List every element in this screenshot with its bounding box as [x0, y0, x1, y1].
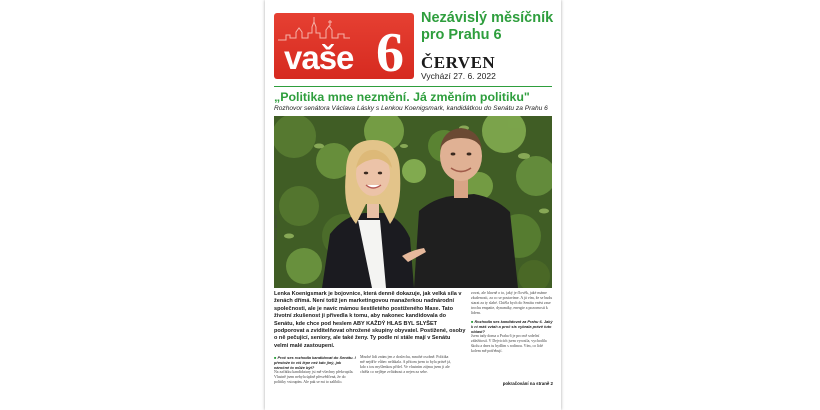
article-column-1 — [274, 355, 356, 385]
newspaper-page — [265, 0, 561, 410]
column-3-text: zovat, ale hlavně o to, jaký je člověk, jaké máme zkušenosti, za co se postavíme. A já vím, že se budu starat za ty slabé. Chtěla bych do Senátu vnést zase trochu empatie, dynamiky, energie a pozornosti k lidem. — [471, 291, 553, 315]
continued-on-page: pokračování na straně 2 — [502, 381, 553, 386]
photo-credit: FOTO: ARCHIV — [274, 214, 278, 240]
tagline-line-1: Nezávislý měsíčník — [421, 10, 554, 26]
question-marker-icon: ■ — [274, 355, 278, 360]
question-marker-icon: ■ — [471, 319, 475, 324]
article-photo — [274, 116, 552, 288]
masthead-tagline — [421, 10, 559, 44]
masthead-divider — [274, 86, 552, 87]
interview-question-1 — [274, 355, 356, 370]
article-subheadline: Rozhovor senátora Václava Lásky s Lenkou Koenigsmark, kandidátkou do Senátu za Prahu 6 — [274, 105, 548, 112]
portrait-illustration — [274, 116, 552, 288]
article-column-3 — [471, 291, 553, 354]
logo-number: 6 — [376, 22, 404, 79]
article-lead: Lenka Koenigsmark je bojovnice, která denně dokazuje, jak velká síla v ženách dřímá. Není totiž jen marketingovou manažerkou nadnárodní společnosti, ale je navíc mámou šestiletého postiženého Maxe. Tato životní zkušenost ji přivedla k tomu, aby nakonec kandidovala do Senátu, kde chce pod heslem ABY KAŽDÝ HLAS BYL SLYŠET podporovat a zviditelňovat ohrožené skupiny obyvatel. Postižené, osoby o ně pečující, seniory, ale také ženy. Ty podle ní stále mají v Senátu velmi malé zastoupení. — [274, 291, 466, 349]
logo-word: vaše — [284, 39, 354, 76]
issue-date: Vychází 27. 6. 2022 — [421, 71, 496, 81]
question-1-text: Proč ses rozhodla kandidovat do Senátu. I přestože to víš lépe než kdo jiný, jak náročné to může být? — [274, 355, 356, 370]
question-2-text: Rozhodla ses kandidovat za Prahu 6. Jaký k ní máš vztah a proč sis vybrala právě tuto oblast? — [471, 319, 553, 334]
article-column-2 — [360, 355, 452, 375]
interview-question-2 — [471, 319, 553, 334]
masthead-logo — [274, 13, 414, 79]
column-1-text: Na začátku kandidatury jsi mě všechny překvapila. Vlastně jsem nebyla úplně přesvědčená, že do politiky vstoupím. Ale pak se mi to zalíbilo. — [274, 370, 354, 384]
column-2-text: Mnohé lidi znám jen z doslechu, mnohé osobně. Politika mě nejdřív vůbec nelákala. A přitom jsem to byla právě já, kdo s tou myšlenkou přišel. Ve vlastním zájmu jsem ji ale chtěla co nejlépe zvládnout a nejen za sebe. — [360, 355, 451, 374]
tagline-line-2: pro Prahu 6 — [421, 27, 502, 43]
issue-month: ČERVEN — [421, 53, 496, 72]
article-headline: „Politika mne nezmění. Já změním politiku" — [274, 90, 530, 104]
column-3-text-2: Jsem tady doma a Praha 6 je pro mě srdeční záležitostí. V Dejvicích jsem vyrostla, vychodila školu a dnes tu bydlím s rodinou. Vím, co lidé kolem mě potřebují. — [471, 334, 547, 353]
